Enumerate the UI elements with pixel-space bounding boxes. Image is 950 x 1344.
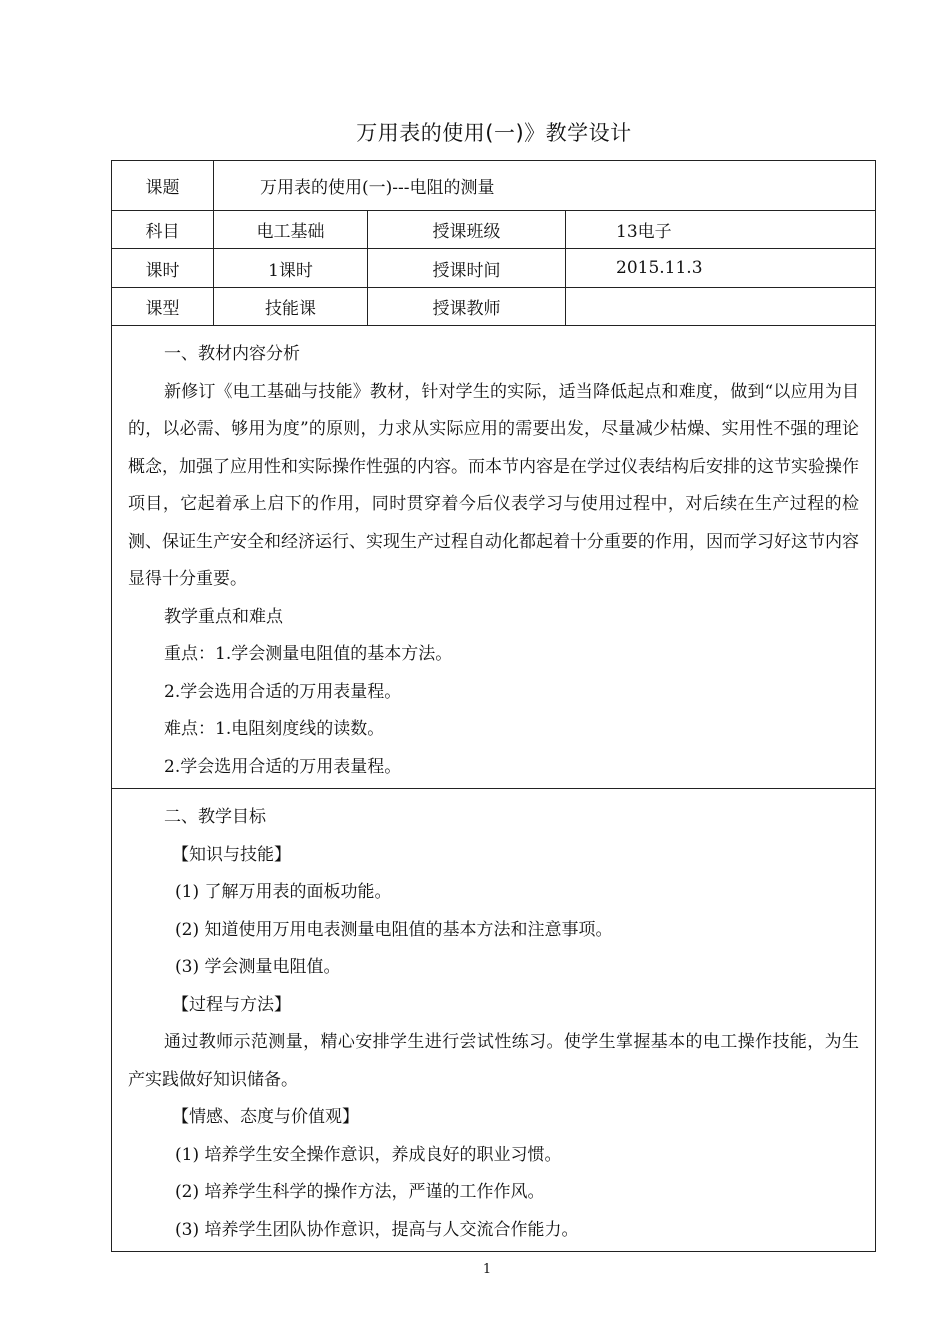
topic-row <box>112 161 876 211</box>
hours-row <box>112 249 876 288</box>
emotion-item-2: (2) 培养学生科学的操作方法，严谨的工作作风。 <box>175 1182 545 1202</box>
key-point-2: 2.学会选用合适的万用表量程。 <box>164 681 402 702</box>
lesson-plan-table <box>111 160 876 1252</box>
key-point-1: 重点：1.学会测量电阻值的基本方法。 <box>164 644 453 664</box>
key-difficulty-heading: 教学重点和难点 <box>164 606 283 627</box>
class-value: 13电子 <box>566 211 876 249</box>
knowledge-item-3: (3) 学会测量电阻值。 <box>175 957 341 977</box>
difficulty-2: 2.学会选用合适的万用表量程。 <box>164 756 402 777</box>
type-value: 技能课 <box>214 288 368 326</box>
subject-label: 科目 <box>112 211 214 249</box>
process-heading: 【过程与方法】 <box>172 994 291 1015</box>
hours-value: 1课时 <box>214 249 368 288</box>
content-analysis-row <box>112 326 876 789</box>
time-label: 授课时间 <box>368 249 566 288</box>
section1-paragraph: 新修订《电工基础与技能》教材，针对学生的实际，适当降低起点和难度，做到“以应用为目的，以必需、够用为度”的原则，力求从实际应用的需要出发，尽量减少枯燥、实用性不强的理论概念，加强了应用性和实际操作性强的内容。而本节内容是在学过仪表结构后安排的这节实验操作项目，它起着承上启下的作用，同时贯穿着今后仪表学习与使用过程中，对后续在生产过程的检测、保证生产安全和经济运行、实现生产过程自动化都起着十分重要的作用，因而学习好这节内容显得十分重要。 <box>128 381 860 589</box>
document-title: 万用表的使用(一)》教学设计 <box>356 121 632 145</box>
time-value: 2015.11.3 <box>566 249 876 288</box>
process-paragraph: 通过教师示范测量，精心安排学生进行尝试性练习。使学生掌握基本的电工操作技能，为生产实践做好知识储备。 <box>128 1032 860 1090</box>
emotion-item-1: (1) 培养学生安全操作意识，养成良好的职业习惯。 <box>175 1144 562 1165</box>
section2-heading: 二、教学目标 <box>164 807 266 827</box>
teacher-label: 授课教师 <box>368 288 566 326</box>
section1-heading: 一、教材内容分析 <box>164 344 300 364</box>
class-label: 授课班级 <box>368 211 566 249</box>
type-row <box>112 288 876 326</box>
topic-label: 课题 <box>112 161 214 211</box>
subject-value: 电工基础 <box>214 211 368 249</box>
knowledge-heading: 【知识与技能】 <box>172 844 291 865</box>
teaching-goals-cell <box>112 789 876 1252</box>
page-number: 1 <box>482 1262 492 1277</box>
subject-row <box>112 211 876 249</box>
type-label: 课型 <box>112 288 214 326</box>
emotion-heading: 【情感、态度与价值观】 <box>172 1107 359 1127</box>
content-analysis-cell <box>112 326 876 789</box>
topic-value: 万用表的使用(一)---电阻的测量 <box>214 161 876 211</box>
knowledge-item-1: (1) 了解万用表的面板功能。 <box>175 882 392 902</box>
knowledge-item-2: (2) 知道使用万用电表测量电阻值的基本方法和注意事项。 <box>175 919 613 940</box>
teacher-value <box>566 288 876 326</box>
difficulty-1: 难点：1.电阻刻度线的读数。 <box>164 719 385 739</box>
hours-label: 课时 <box>112 249 214 288</box>
emotion-item-3: (3) 培养学生团队协作意识，提高与人交流合作能力。 <box>175 1219 579 1240</box>
teaching-goals-row <box>112 789 876 1252</box>
